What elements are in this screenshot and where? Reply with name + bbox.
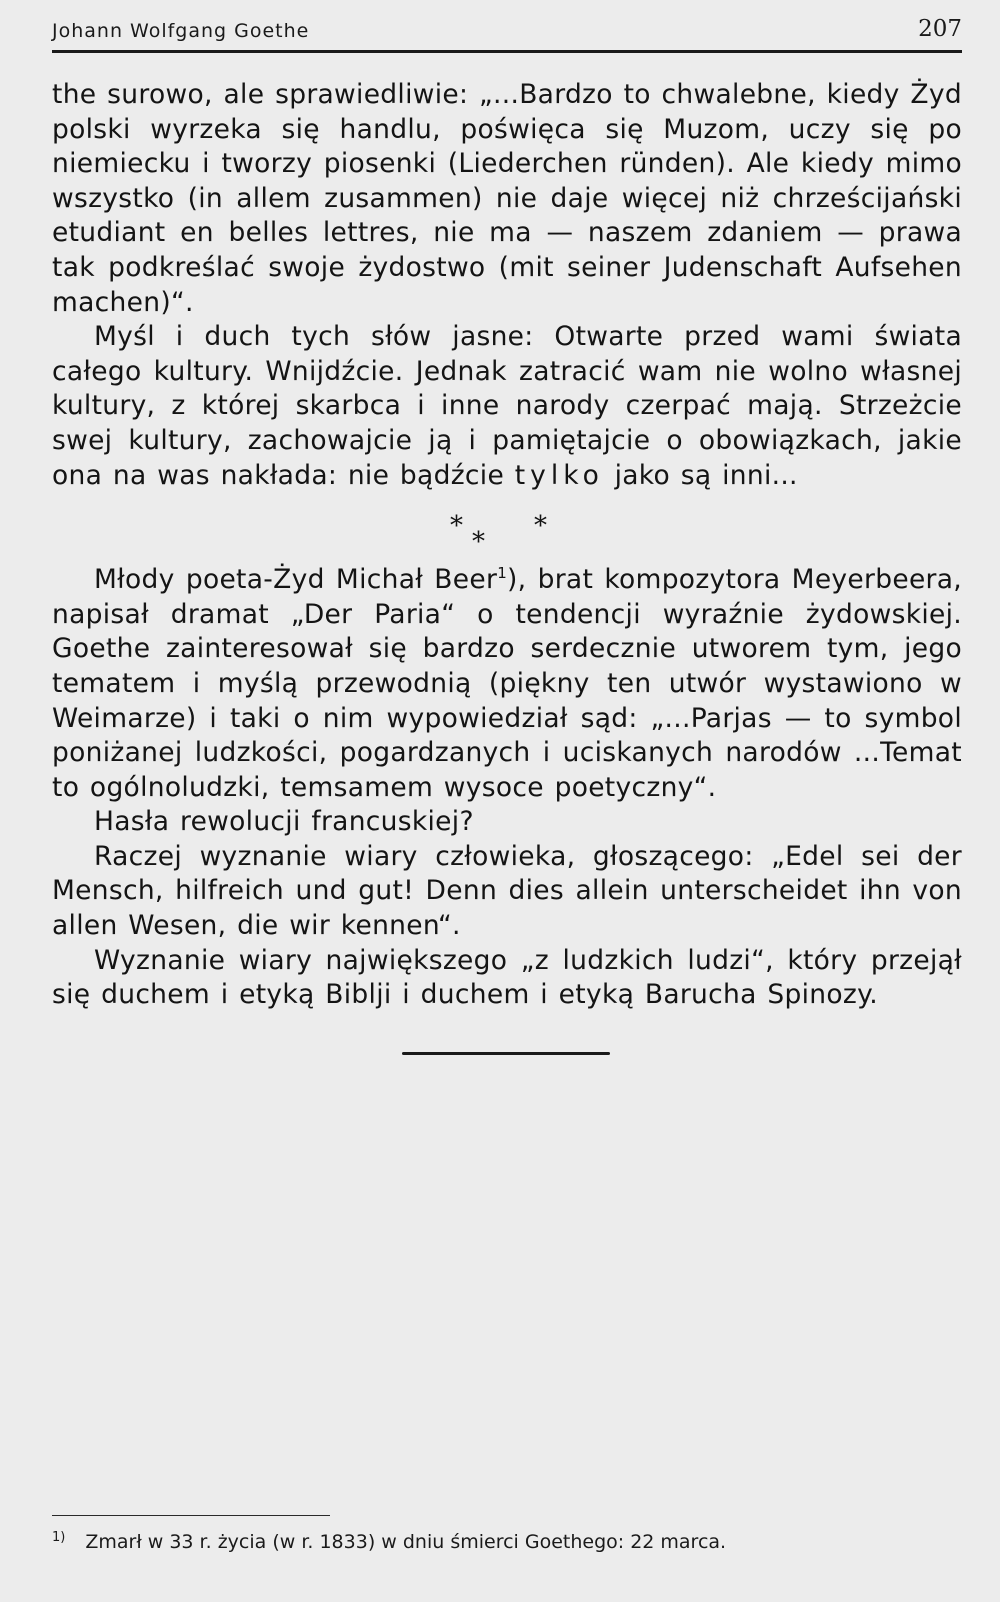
footnote-text: Zmarł w 33 r. życia (w r. 1833) w dniu śmierci Goethego: 22 marca. xyxy=(85,1531,727,1553)
page-header xyxy=(52,14,962,50)
footnote-reference: 1 xyxy=(497,564,508,583)
paragraph-3-text-a: Młody poeta-Żyd Michał Beer xyxy=(94,564,498,596)
paragraph-6: Wyznanie wiary największego „z ludzkich ludzi“, który przejął się duchem i etyką Biblji i duchem i etyką Barucha Spinozy. xyxy=(52,944,962,1011)
asterisk-right: * xyxy=(534,511,548,542)
footnote-rule xyxy=(52,1515,330,1516)
page-number: 207 xyxy=(918,16,962,42)
paragraph-2-text-a: Myśl i duch tych słów jasne: Otwarte przed wami świata całego kultury. Wnijdźcie. Jednak zatracić wam nie wolno własnej kultury, z której skarbca i inne narody czerpać mają. Strzeżcie swej kultury, zachowajcie ją i pamiętajcie o obowiązkach, jakie ona na was nakłada: nie bądźcie xyxy=(52,321,962,491)
paragraph-4: Hasła rewolucji francuskiej? xyxy=(94,806,474,838)
emphasized-word: tylko xyxy=(514,459,604,491)
footnote xyxy=(52,1525,952,1555)
running-title: Johann Wolfgang Goethe xyxy=(52,20,310,42)
asterisk-middle: * xyxy=(472,527,486,558)
asterism-divider xyxy=(52,499,962,561)
main-text xyxy=(52,78,962,1013)
footnote-mark: 1) xyxy=(52,1530,66,1545)
paragraph-3 xyxy=(52,563,962,805)
paragraph-2 xyxy=(52,320,962,493)
section-end-rule xyxy=(402,1052,610,1055)
paragraph-3-text-b: ), brat kompozytora Meyerbeera, napisał dramat „Der Paria“ o tendencji wyraźnie żydowskiej. Goethe zainteresował się bardzo serdecznie utworem tym, jego tematem i myślą przewodnią (piękny ten utwór wystawiono w Weimarze) i taki o nim wypowiedział sąd: „...Parjas — to symbol poniżanej ludzkości, pogardzanych i uciskanych narodów ...Temat to ogólnoludzki, temsamem wysoce poetyczny“. xyxy=(52,564,962,803)
asterisk-left: * xyxy=(450,511,464,542)
paragraph-1: the surowo, ale sprawiedliwie: „...Bardzo to chwalebne, kiedy Żyd polski wyrzeka się handlu, poświęca się Muzom, uczy się po niemiecku i tworzy piosenki (Liederchen ründen). Ale kiedy mimo wszystko (in allem zusammen) nie daje więcej niż chrześcijański etudiant en belles lettres, nie ma — naszem zdaniem — prawa tak podkreślać swoje żydostwo (mit seiner Judenschaft Aufsehen machen)“. xyxy=(52,79,962,318)
paragraph-2-text-b: jako są inni... xyxy=(614,459,798,491)
header-rule xyxy=(52,50,962,53)
paragraph-5: Raczej wyznanie wiary człowieka, głoszącego: „Edel sei der Mensch, hilfreich und gut! Denn dies allein unterscheidet ihn von allen Wesen, die wir kennen“. xyxy=(52,840,962,942)
